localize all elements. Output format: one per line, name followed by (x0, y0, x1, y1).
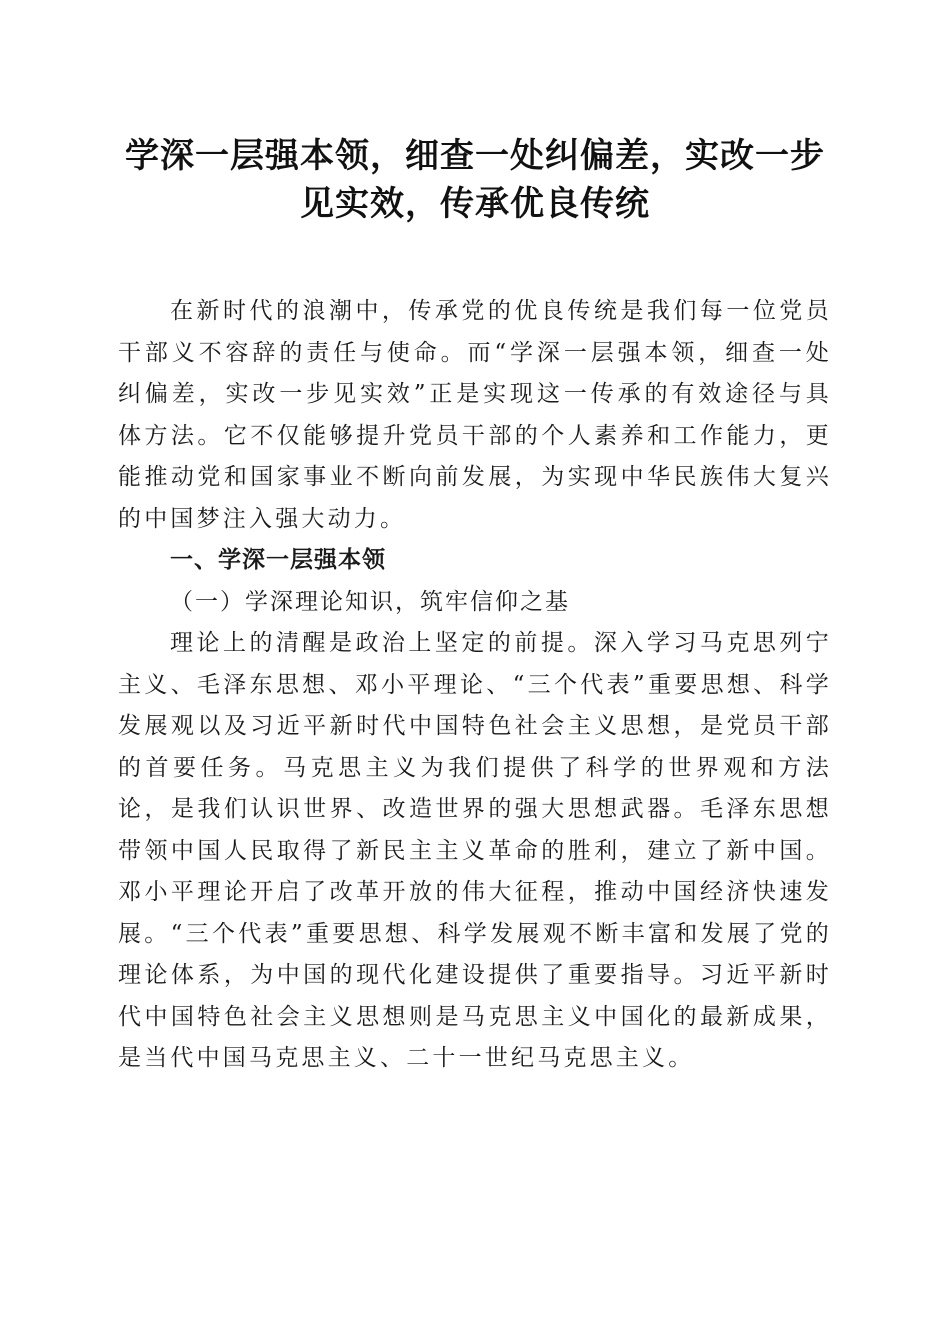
intro-paragraph: 在新时代的浪潮中，传承党的优良传统是我们每一位党员干部义不容辞的责任与使命。而“学深一层强本领，细查一处纠偏差，实改一步见实效”正是实现这一传承的有效途径与具体方法。它不仅能够提升党员干部的个人素养和工作能力，更能推动党和国家事业不断向前发展，为实现中华民族伟大复兴的中国梦注入强大动力。 (118, 298, 832, 532)
section-heading: 一、学深一层强本领 (170, 547, 386, 573)
document-title-line-2: 见实效，传承优良传统 (300, 184, 650, 224)
document-title (118, 132, 832, 228)
subsection-heading: （一）学深理论知识，筑牢信仰之基 (170, 588, 570, 615)
document-page (118, 132, 832, 1080)
body-paragraph: 理论上的清醒是政治上坚定的前提。深入学习马克思列宁主义、毛泽东思想、邓小平理论、“三个代表”重要思想、科学发展观以及习近平新时代中国特色社会主义思想，是党员干部的首要任务。马克思主义为我们提供了科学的世界观和方法论，是我们认识世界、改造世界的强大思想武器。毛泽东思想带领中国人民取得了新民主主义革命的胜利，建立了新中国。邓小平理论开启了改革开放的伟大征程，推动中国经济快速发展。“三个代表”重要思想、科学发展观不断丰富和发展了党的理论体系，为中国的现代化建设提供了重要指导。习近平新时代中国特色社会主义思想则是马克思主义中国化的最新成果，是当代中国马克思主义、二十一世纪马克思主义。 (118, 630, 832, 1071)
document-title-line-1: 学深一层强本领，细查一处纠偏差，实改一步 (125, 136, 825, 176)
